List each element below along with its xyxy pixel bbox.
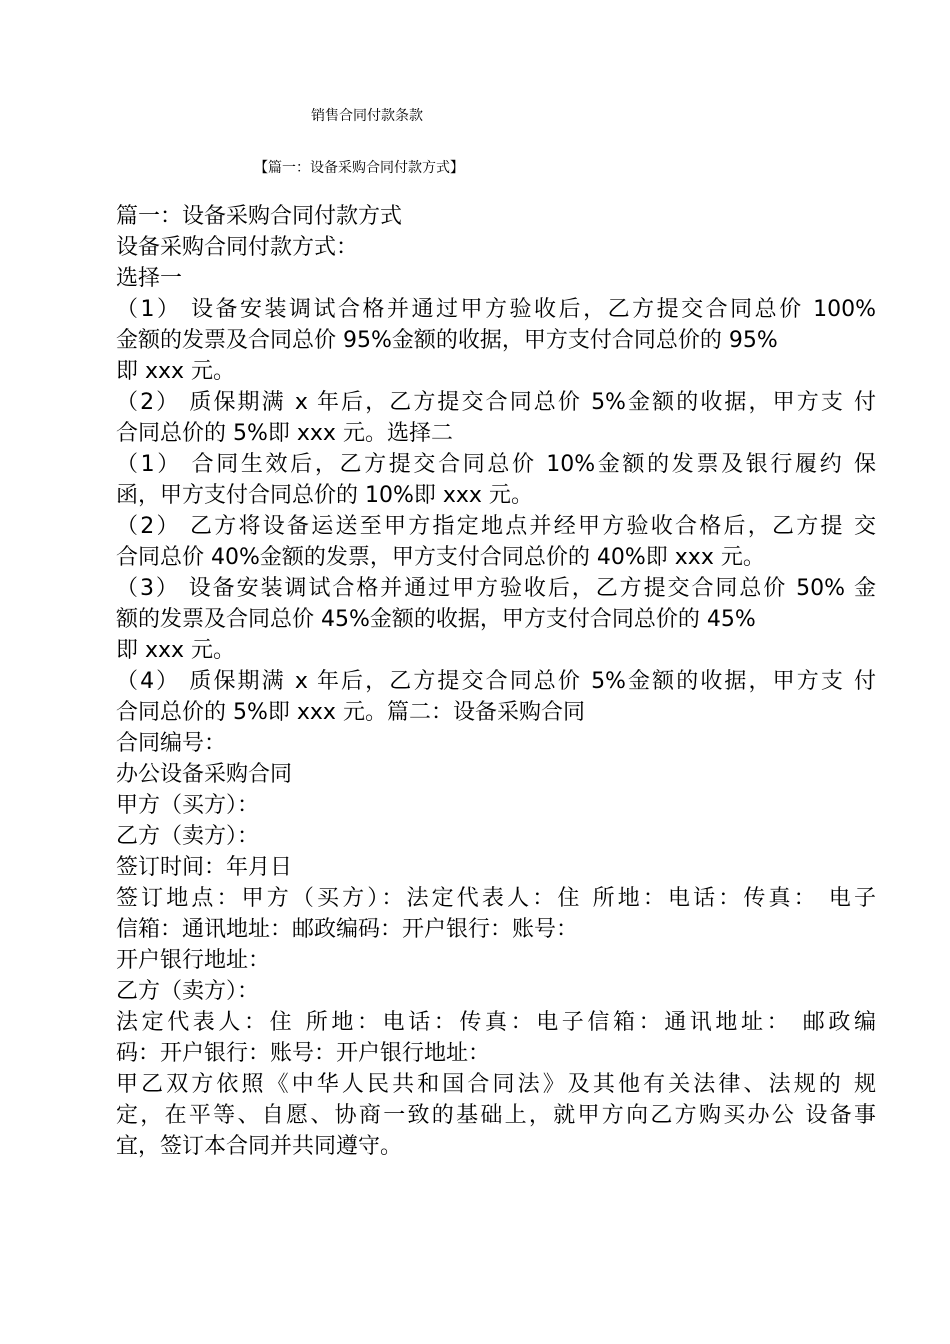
text-line: 乙方（卖方）： [116, 824, 260, 849]
text-line: 码：开户银行：账号：开户银行地址： [116, 1041, 491, 1066]
text-line: 法定代表人：住 所地：电话：传真：电子信箱：通讯地址： 邮政编 [116, 1010, 876, 1035]
text-line: 办公设备采购合同 [116, 762, 293, 787]
document-body [116, 201, 876, 1162]
text-line: 额的发票及合同总价 45%金额的收据，甲方支付合同总价的 45% [116, 607, 756, 632]
heading-part-one: 篇一：设备采购合同付款方式 [116, 204, 403, 229]
text-line: 签订地点：甲方（买方）：法定代表人：住 所地：电话：传真： 电子 [116, 886, 876, 911]
document-title: 销售合同付款条款 [311, 108, 423, 124]
text-line: 合同总价 40%金额的发票，甲方支付合同总价的 40%即 xxx 元。 [116, 545, 765, 570]
text-line: 合同总价的 5%即 xxx 元。篇二：设备采购合同 [116, 700, 585, 725]
payment-method-heading: 设备采购合同付款方式： [116, 235, 359, 260]
option-one-heading: 选择一 [116, 266, 183, 291]
text-line: （3） 设备安装调试合格并通过甲方验收后，乙方提交合同总价 50% 金 [116, 576, 876, 601]
text-line: 甲方（买方）： [116, 793, 260, 818]
text-line: （2） 乙方将设备运送至甲方指定地点并经甲方验收合格后，乙方提 交 [116, 514, 876, 539]
text-line: 乙方（卖方）： [116, 979, 260, 1004]
text-line: 开户银行地址： [116, 948, 271, 973]
text-line: 函，甲方支付合同总价的 10%即 xxx 元。 [116, 483, 533, 508]
text-line: 甲乙双方依照《中华人民共和国合同法》及其他有关法律、法规的 规 [116, 1072, 876, 1097]
text-line: （1） 设备安装调试合格并通过甲方验收后，乙方提交合同总价 100% [116, 297, 876, 322]
text-line: 签订时间：年月日 [116, 855, 293, 880]
text-line: （2） 质保期满 x 年后，乙方提交合同总价 5%金额的收据，甲方支 付 [116, 390, 876, 415]
text-line: （4） 质保期满 x 年后，乙方提交合同总价 5%金额的收据，甲方支 付 [116, 669, 876, 694]
text-line: （1） 合同生效后，乙方提交合同总价 10%金额的发票及银行履约 保 [116, 452, 876, 477]
text-line: 金额的发票及合同总价 95%金额的收据，甲方支付合同总价的 95% [116, 328, 778, 353]
text-line: 定，在平等、自愿、协商一致的基础上，就甲方向乙方购买办公 设备事 [116, 1103, 876, 1128]
text-line: 即 xxx 元。 [116, 638, 236, 663]
text-line: 合同编号： [116, 731, 227, 756]
text-line: 宜，签订本合同并共同遵守。 [116, 1134, 403, 1159]
text-line: 即 xxx 元。 [116, 359, 236, 384]
text-line: 信箱：通讯地址：邮政编码：开户银行：账号： [116, 917, 579, 942]
document-subtitle: 【篇一：设备采购合同付款方式】 [254, 160, 464, 176]
text-line: 合同总价的 5%即 xxx 元。选择二 [116, 421, 453, 446]
